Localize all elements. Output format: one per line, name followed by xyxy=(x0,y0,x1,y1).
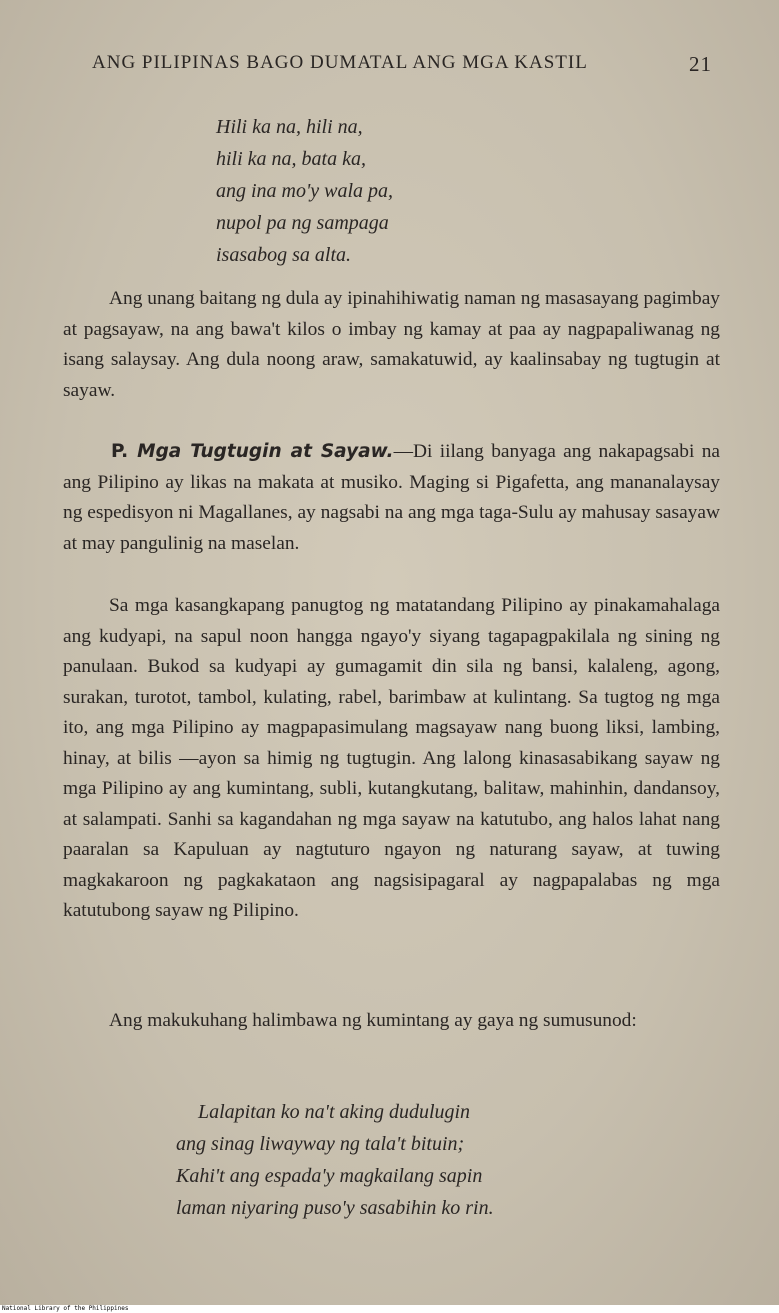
section-letter: P. xyxy=(111,441,129,462)
lullaby-verse xyxy=(216,111,393,271)
page-number: 21 xyxy=(689,52,712,76)
library-credit: National Library of the Philippines xyxy=(0,1305,779,1313)
paragraph-halimbawa: Ang makukuhang halimbawa ng kumintang ay gaya ng sumusunod: xyxy=(109,1010,637,1031)
paragraph-kasangkapan: Sa mga kasangkapang panugtog ng matatandang Pilipino ay pinakamahalaga ang kudyapi, na sapul noon hangga ngayo'y siyang tagapagpakilala ng sining ng panulaan. Bukod sa kudyapi ay gumagamit din sila ng bansi, kalaleng, agong, surakan, turotot, tambol, kulating, rabel, barimbaw at kulintang. Sa tugtog ng mga ito, ang mga Pilipino ay magpapasimulang magsayaw nang buong liksi, lambing, hinay, at bilis —ayon sa himig ng tugtugin. Ang lalong kinasasabikang sayaw ng mga Pilipino ay ang kumintang, subli, kutangkutang, balitaw, mahinhin, dandansoy, at salampati. Sanhi sa kagandahan ng mga sayaw na katutubo, ang halos lahat nang paaralan sa Kapuluan ay nagtuturo ngayon ng naturang sayaw, at tuwing magkakaroon ng pagkakataon ang nagsisipagaral ay nagpapalabas ng mga katutubong sayaw ng Pilipino. xyxy=(63,595,720,921)
paragraph-dula: Ang unang baitang ng dula ay ipinahihiwatig naman ng masasayang pagimbay at pagsayaw, na ang bawa't kilos o imbay ng kamay at paa ay nagpapaliwanag ng isang salaysay. Ang dula noong araw, samakatuwid, ay kaalinsabay ng tugtugin at sayaw. xyxy=(63,288,720,401)
section-title: Mga Tugtugin at Sayaw. xyxy=(137,441,394,462)
verse-line: Lalapitan ko na't aking dudulugin xyxy=(198,1101,471,1123)
paragraph-body: —Di iilang banyaga ang nakapagsabi na ang Pilipino ay likas na makata at musiko. Maging si Pigafetta, ang mananalaysay ng espedisyon ni Magallanes, ay nagsabi na ang mga taga-Sulu ay mahusay sasayaw at may pangulinig na maselan. xyxy=(63,441,720,554)
page-header xyxy=(92,52,712,82)
section-heading xyxy=(111,441,394,462)
verse-line: ang sinag liwayway ng tala't bituin; xyxy=(176,1133,465,1155)
verse-line: Kahi't ang espada'y magkailang sapin xyxy=(176,1165,483,1187)
verse-line: isasabog sa alta. xyxy=(216,244,352,266)
running-title: ANG PILIPINAS BAGO DUMATAL ANG MGA KASTIL xyxy=(92,52,588,73)
verse-line: laman niyaring puso'y sasabihin ko rin. xyxy=(176,1197,494,1219)
verse-line: ang ina mo'y wala pa, xyxy=(216,180,394,202)
paragraph-tugtugin-sayaw xyxy=(63,437,720,559)
verse-line: nupol pa ng sampaga xyxy=(216,212,389,234)
verse-line: hili ka na, bata ka, xyxy=(216,148,366,170)
kumintang-verse xyxy=(176,1096,494,1224)
verse-line: Hili ka na, hili na, xyxy=(216,116,363,138)
